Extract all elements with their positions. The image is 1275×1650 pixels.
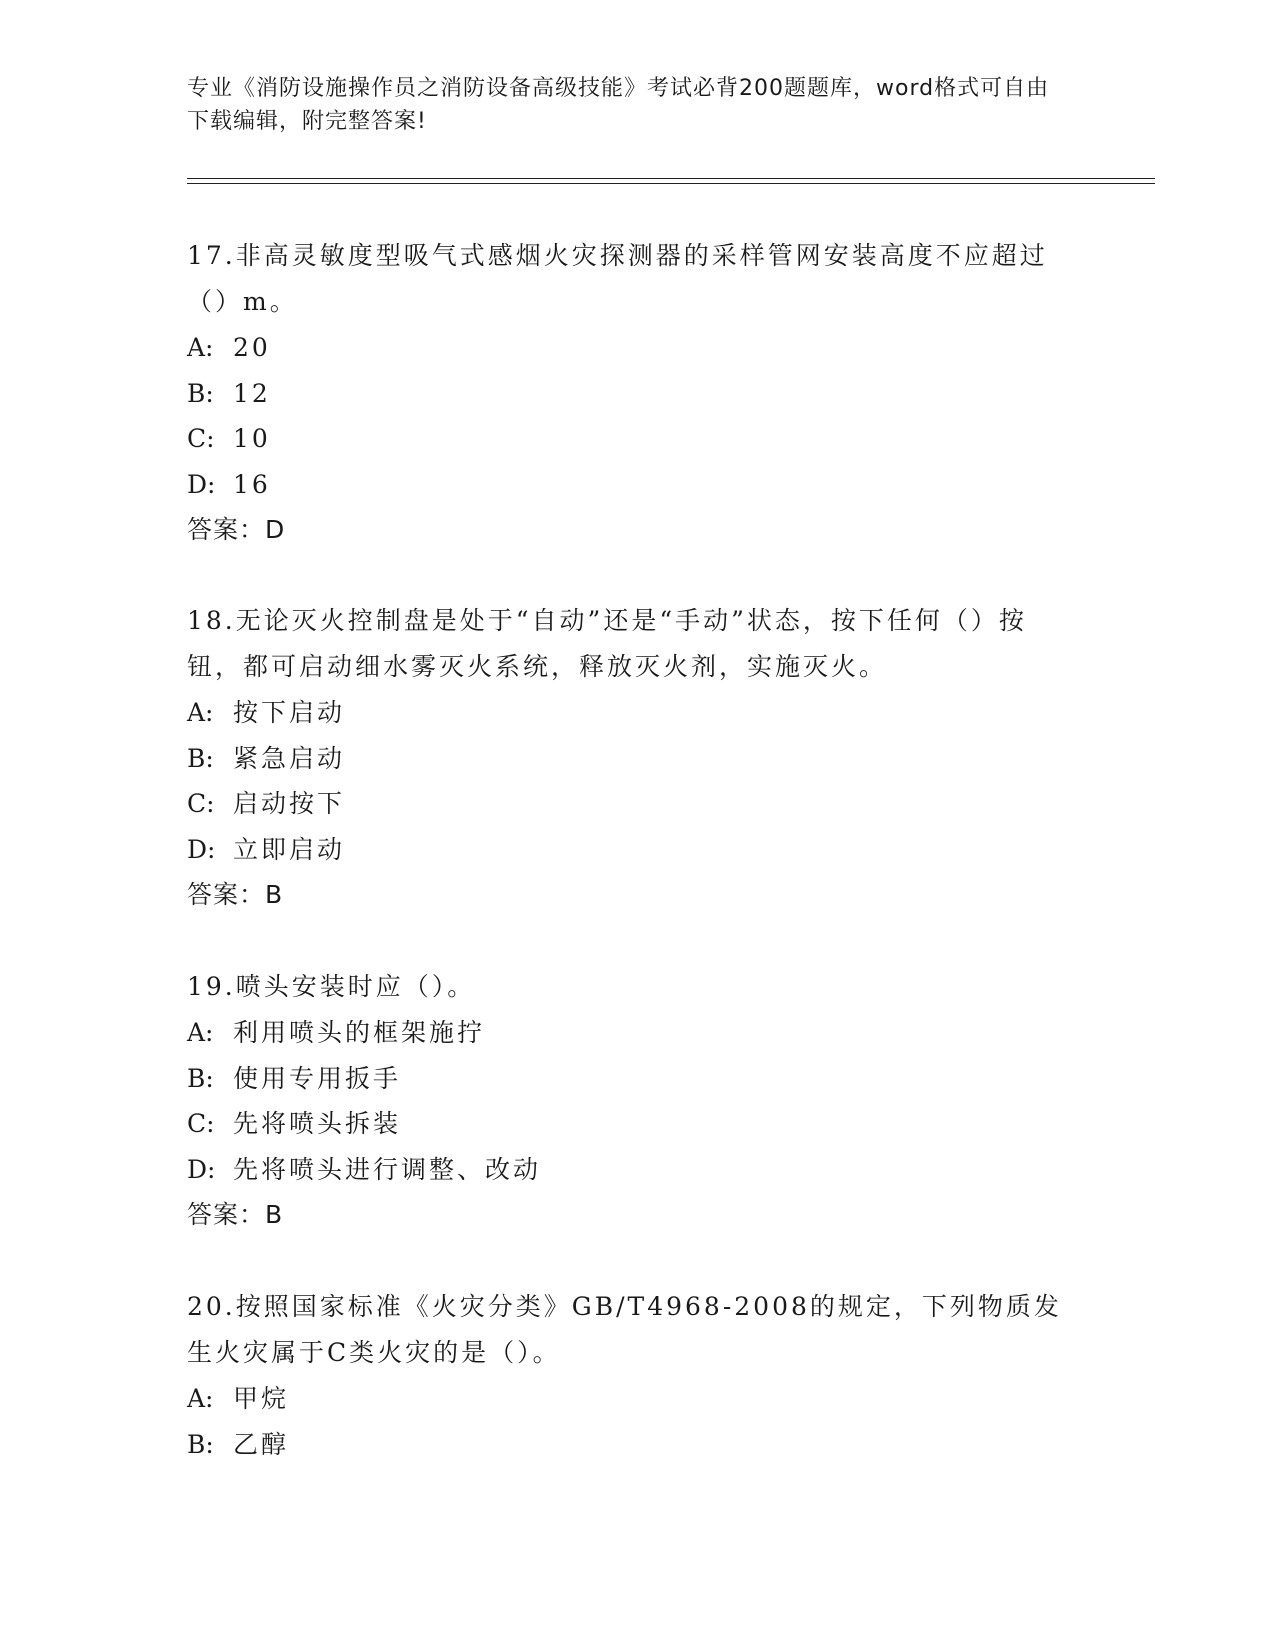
option-letter: C: [187, 1109, 215, 1138]
option-text: 16 [233, 469, 271, 499]
option-letter: C: [187, 789, 215, 818]
option-letter: B: [187, 378, 214, 408]
answer-line [187, 1192, 1067, 1238]
option-letter: C: [187, 424, 215, 453]
option-a [187, 325, 1067, 371]
option-letter: B: [187, 743, 214, 773]
answer-value: D [265, 515, 286, 544]
option-letter: B: [187, 1429, 214, 1459]
option-d [187, 1147, 1067, 1193]
answer-value: B [265, 1200, 284, 1229]
option-text: 启动按下 [233, 789, 346, 818]
option-text: 20 [233, 333, 271, 362]
option-text: 先将喷头拆装 [233, 1109, 402, 1138]
header-divider-top [187, 178, 1155, 179]
question-stem: 20.按照国家标准《火灾分类》GB/T4968-2008的规定，下列物质发生火灾属于C类火灾的是（）。 [187, 1292, 1062, 1367]
answer-line [187, 872, 1067, 918]
option-b [187, 371, 1067, 417]
option-a [187, 690, 1067, 736]
question-18 [187, 598, 1067, 918]
option-letter: B: [187, 1063, 214, 1093]
option-letter: A: [187, 1384, 214, 1413]
option-c [187, 1101, 1067, 1147]
option-b [187, 736, 1067, 782]
option-letter: D: [187, 834, 216, 864]
answer-line [187, 507, 1067, 553]
answer-value: B [265, 880, 284, 909]
option-letter: A: [187, 698, 214, 727]
document-header: 专业《消防设施操作员之消防设备高级技能》考试必背200题题库，word格式可自由下载编辑，附完整答案! [187, 76, 1050, 134]
option-letter: A: [187, 1018, 214, 1047]
option-text: 按下启动 [233, 698, 346, 727]
question-stem: 19.喷头安装时应（）。 [187, 972, 476, 1001]
option-a [187, 1010, 1067, 1056]
option-c [187, 416, 1067, 462]
question-stem: 18.无论灭火控制盘是处于“自动”还是“手动”状态，按下任何（）按钮，都可启动细水雾灭火系统，释放灭火剂，实施灭火。 [187, 606, 1027, 681]
question-stem: 17.非高灵敏度型吸气式感烟火灾探测器的采样管网安装高度不应超过（）m。 [187, 241, 1048, 316]
option-text: 先将喷头进行调整、改动 [233, 1154, 542, 1184]
option-text: 乙醇 [233, 1429, 290, 1459]
header-divider-bottom [187, 183, 1155, 184]
option-text: 12 [233, 378, 271, 408]
option-d [187, 462, 1067, 508]
option-c [187, 781, 1067, 827]
option-text: 利用喷头的框架施拧 [233, 1018, 486, 1047]
question-20 [187, 1284, 1067, 1467]
question-19 [187, 964, 1067, 1238]
option-text: 紧急启动 [233, 743, 346, 773]
option-text: 甲烷 [233, 1384, 290, 1413]
answer-label: 答案： [187, 1200, 266, 1229]
option-letter: A: [187, 333, 214, 362]
option-text: 使用专用扳手 [233, 1063, 402, 1093]
option-text: 10 [233, 424, 271, 453]
answer-label: 答案： [187, 880, 266, 909]
option-a [187, 1376, 1067, 1422]
option-letter: D: [187, 1154, 216, 1184]
option-text: 立即启动 [233, 834, 346, 864]
option-letter: D: [187, 469, 216, 499]
option-b [187, 1422, 1067, 1468]
option-b [187, 1056, 1067, 1102]
option-d [187, 827, 1067, 873]
question-17 [187, 233, 1067, 553]
answer-label: 答案： [187, 515, 266, 544]
